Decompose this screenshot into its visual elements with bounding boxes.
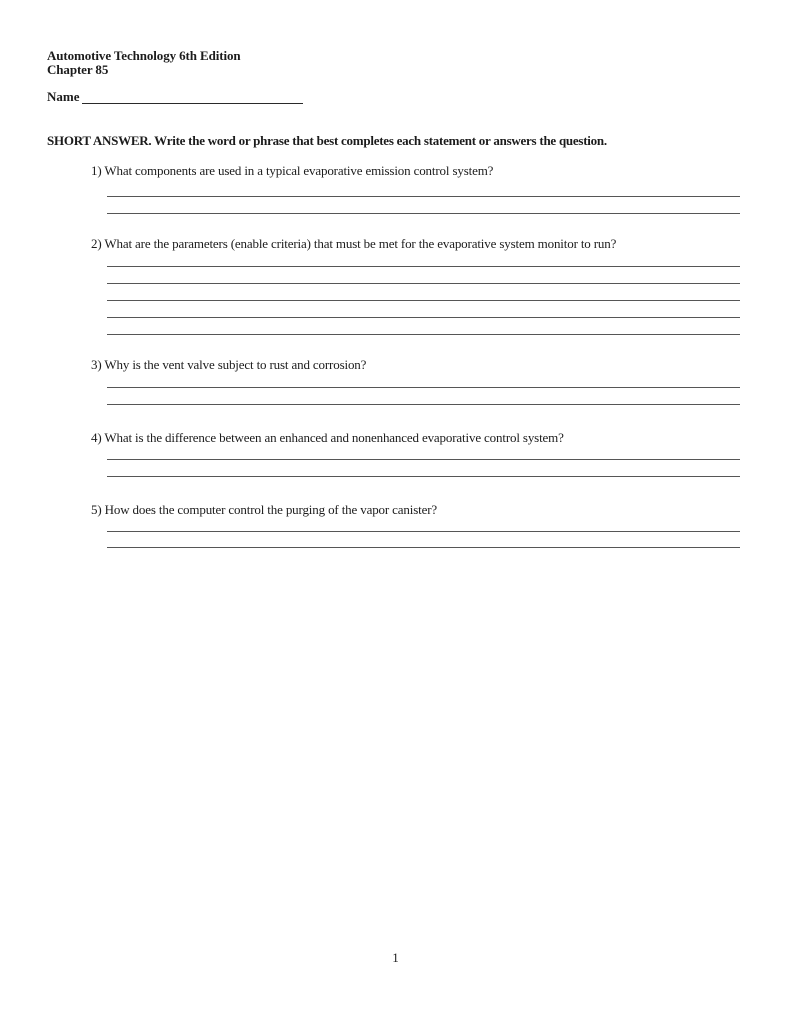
answer-line	[107, 213, 740, 214]
question-2-text: 2) What are the parameters (enable criteria) that must be met for the evaporative system monitor to run?	[91, 236, 617, 251]
chapter-label: Chapter 85	[47, 62, 109, 77]
answer-line	[107, 317, 740, 318]
answer-line	[107, 531, 740, 532]
answer-line	[107, 387, 740, 388]
page-number: 1	[392, 950, 399, 965]
question-3-text: 3) Why is the vent valve subject to rust and corrosion?	[91, 357, 367, 372]
document-title: Automotive Technology 6th Edition	[47, 48, 241, 63]
question-5-text: 5) How does the computer control the purging of the vapor canister?	[91, 502, 438, 517]
name-label: Name	[47, 89, 80, 104]
question-1-text: 1) What components are used in a typical evaporative emission control system?	[91, 163, 494, 178]
name-blank-line	[82, 89, 303, 104]
answer-line	[107, 196, 740, 197]
question-4-text: 4) What is the difference between an enhanced and nonenhanced evaporative control system?	[91, 430, 564, 445]
answer-line	[107, 476, 740, 477]
answer-line	[107, 459, 740, 460]
answer-line	[107, 266, 740, 267]
answer-line	[107, 547, 740, 548]
section-instruction: SHORT ANSWER. Write the word or phrase that best completes each statement or answers the question.	[47, 133, 607, 148]
answer-line	[107, 404, 740, 405]
answer-line	[107, 300, 740, 301]
answer-line	[107, 283, 740, 284]
answer-line	[107, 334, 740, 335]
